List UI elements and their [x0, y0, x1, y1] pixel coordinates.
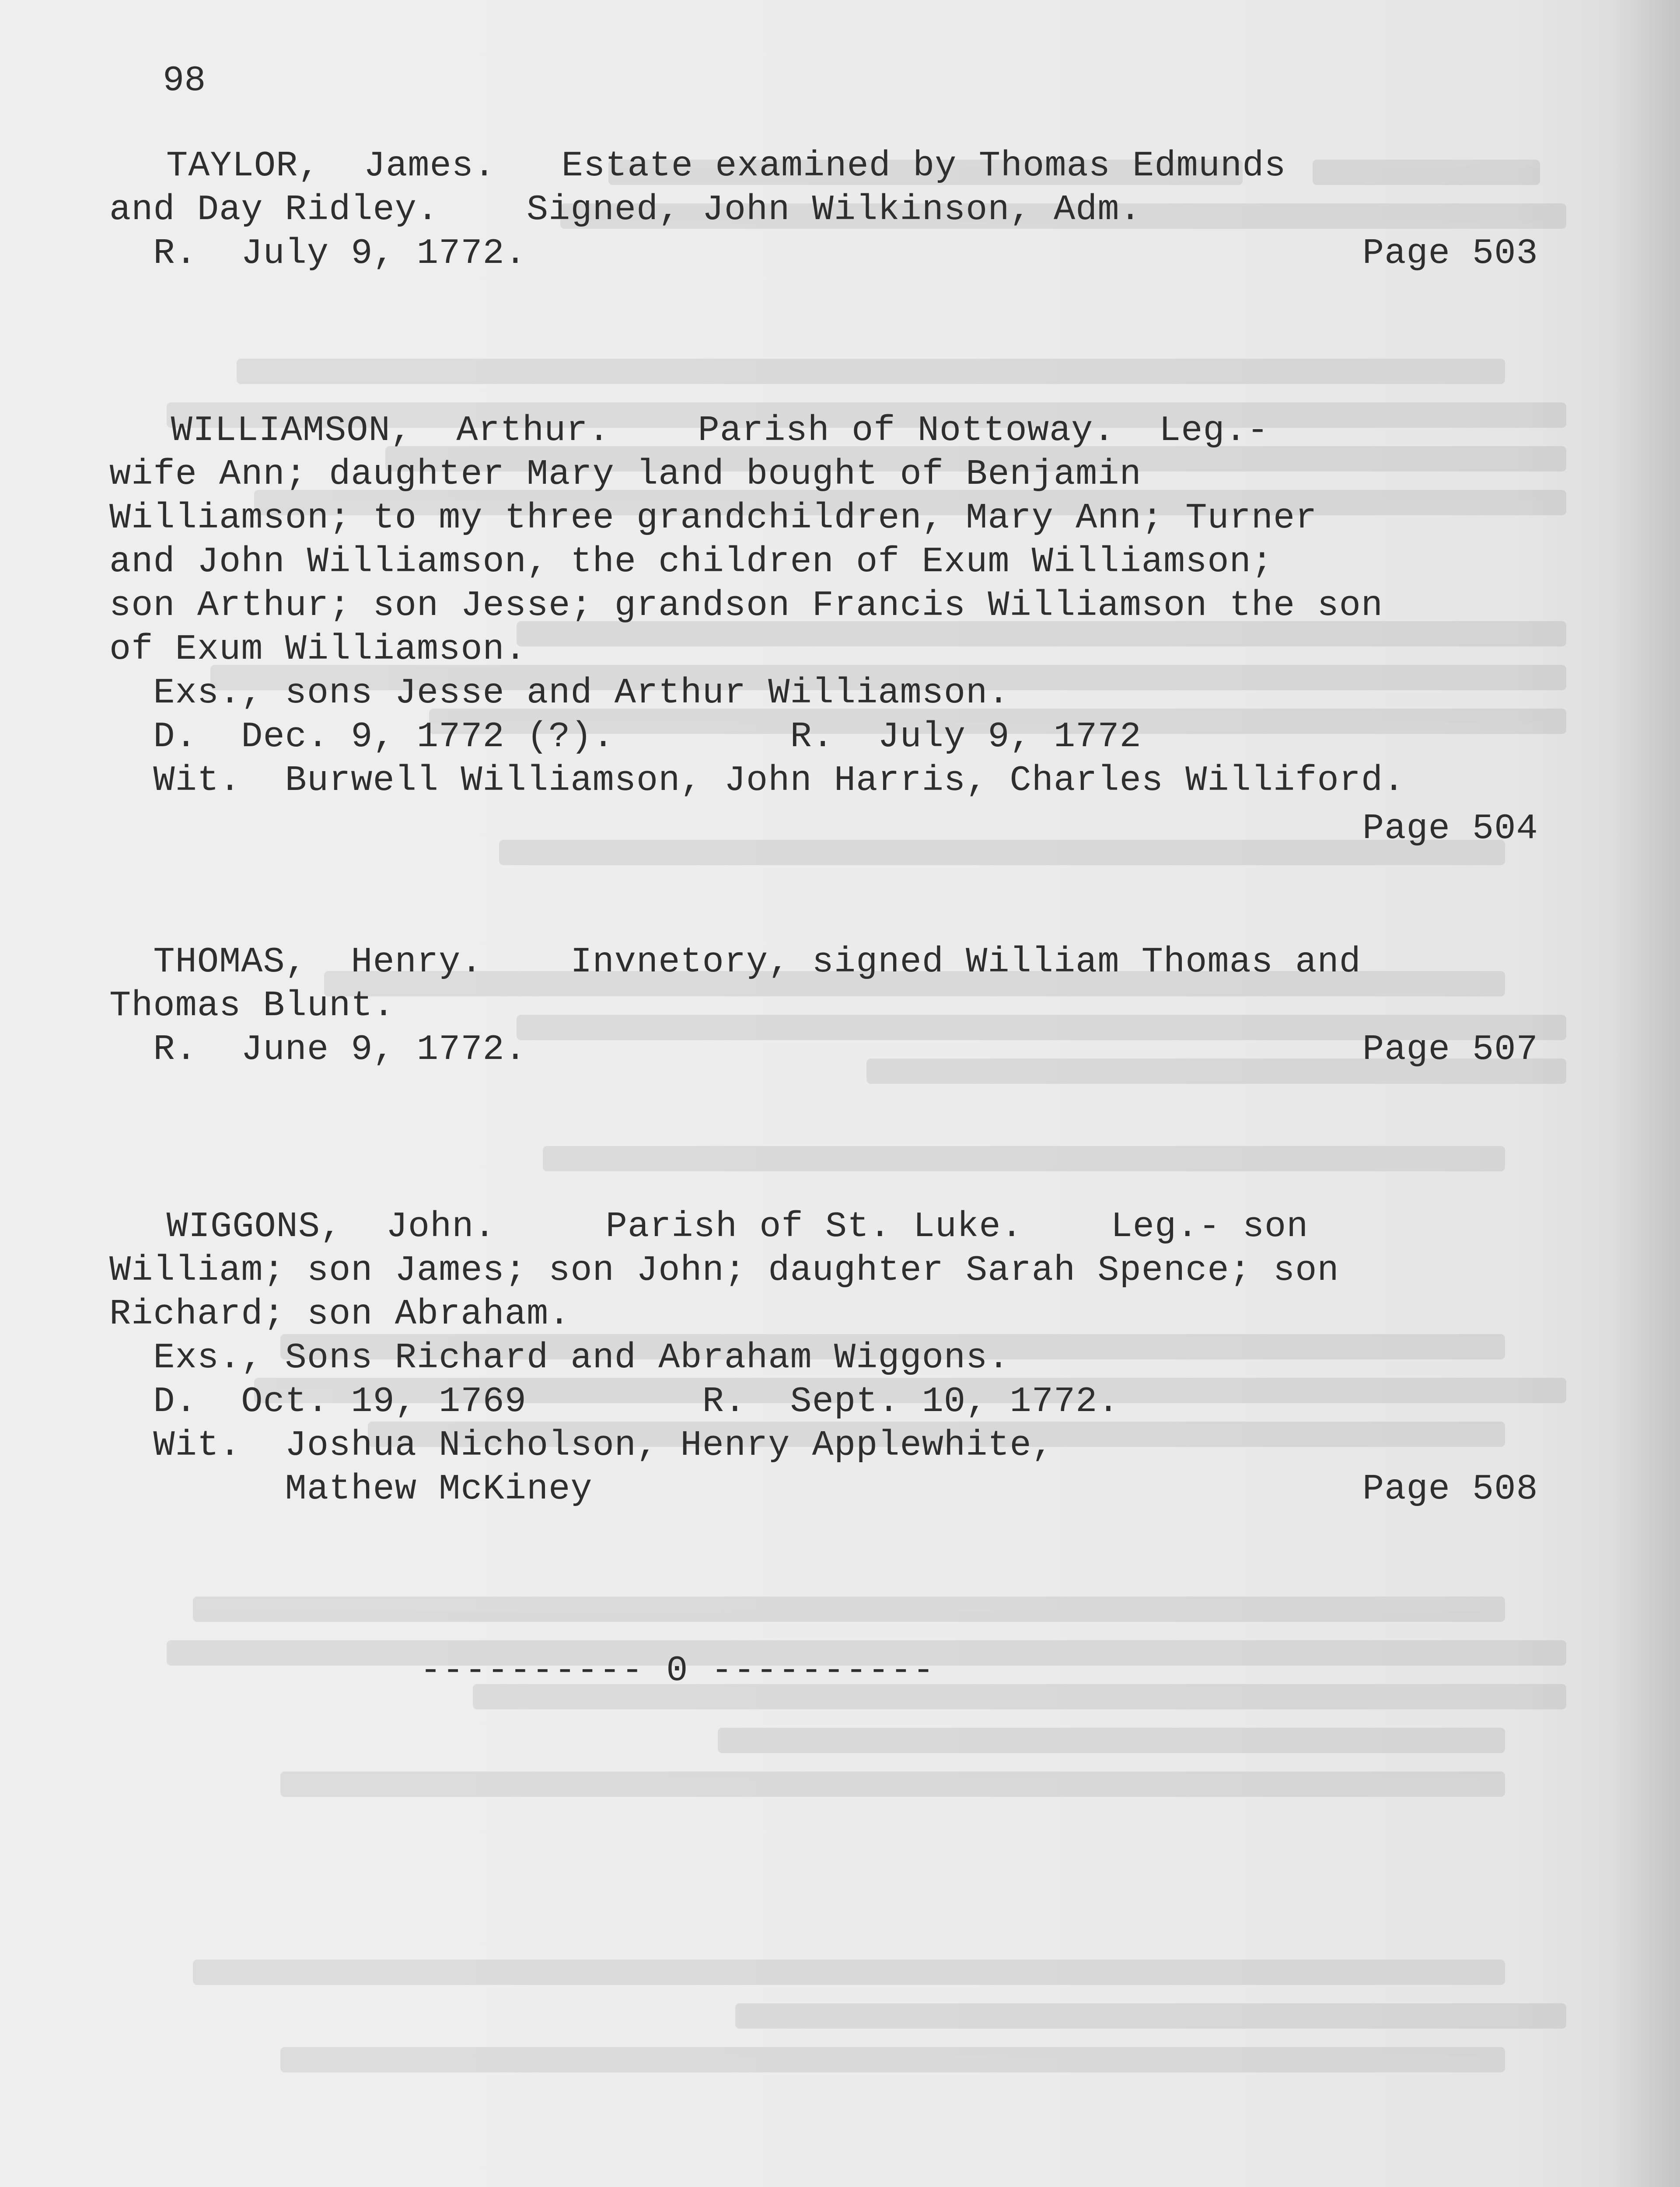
entry-line: Exs., sons Jesse and Arthur Williamson. [109, 673, 1010, 713]
entry-line: and Day Ridley. Signed, John Wilkinson, Adm. [109, 189, 1142, 230]
entry-line: WIGGONS, John. Parish of St. Luke. Leg.- son [101, 1206, 1309, 1247]
entry-line: Mathew McKiney [109, 1469, 593, 1509]
page-reference: Page 503 [1362, 233, 1538, 274]
entry-line: Wit. Joshua Nicholson, Henry Applewhite, [109, 1425, 1054, 1466]
entry-line: and John Williamson, the children of Exum Williamson; [109, 542, 1274, 582]
entry-line: son Arthur; son Jesse; grandson Francis Williamson the son [109, 585, 1383, 626]
entry-line: wife Ann; daughter Mary land bought of Benjamin [109, 454, 1142, 495]
entry-line: Exs., Sons Richard and Abraham Wiggons. [109, 1338, 1010, 1378]
entry-line: Richard; son Abraham. [109, 1294, 571, 1335]
entry-line: Wit. Burwell Williamson, John Harris, Charles Williford. [109, 760, 1405, 801]
page-reference: Page 507 [1362, 1029, 1538, 1070]
page-reference: Page 504 [1362, 808, 1538, 849]
entry-line: TAYLOR, James. Estate examined by Thomas Edmunds [166, 146, 1286, 186]
entry-line: R. July 9, 1772. [109, 233, 527, 274]
entry-line: William; son James; son John; daughter Sarah Spence; son [109, 1250, 1339, 1291]
entry-line: Thomas Blunt. [109, 985, 395, 1026]
entry-line: Williamson; to my three grandchildren, Mary Ann; Turner [109, 498, 1317, 538]
entry-line: of Exum Williamson. [109, 629, 527, 670]
section-separator: ---------- 0 ---------- [420, 1650, 935, 1691]
entry-line: R. June 9, 1772. [109, 1029, 527, 1070]
entry-line: THOMAS, Henry. Invnetory, signed William Thomas and [109, 942, 1361, 982]
entry-line: D. Oct. 19, 1769 R. Sept. 10, 1772. [109, 1381, 1120, 1422]
page-number: 98 [163, 60, 206, 101]
entry-line: WILLIAMSON, Arthur. Parish of Nottoway. Leg.- [105, 410, 1269, 451]
page-edge-shadow [1610, 0, 1680, 2187]
page-reference: Page 508 [1362, 1469, 1538, 1509]
entry-line: D. Dec. 9, 1772 (?). R. July 9, 1772 [109, 716, 1142, 757]
